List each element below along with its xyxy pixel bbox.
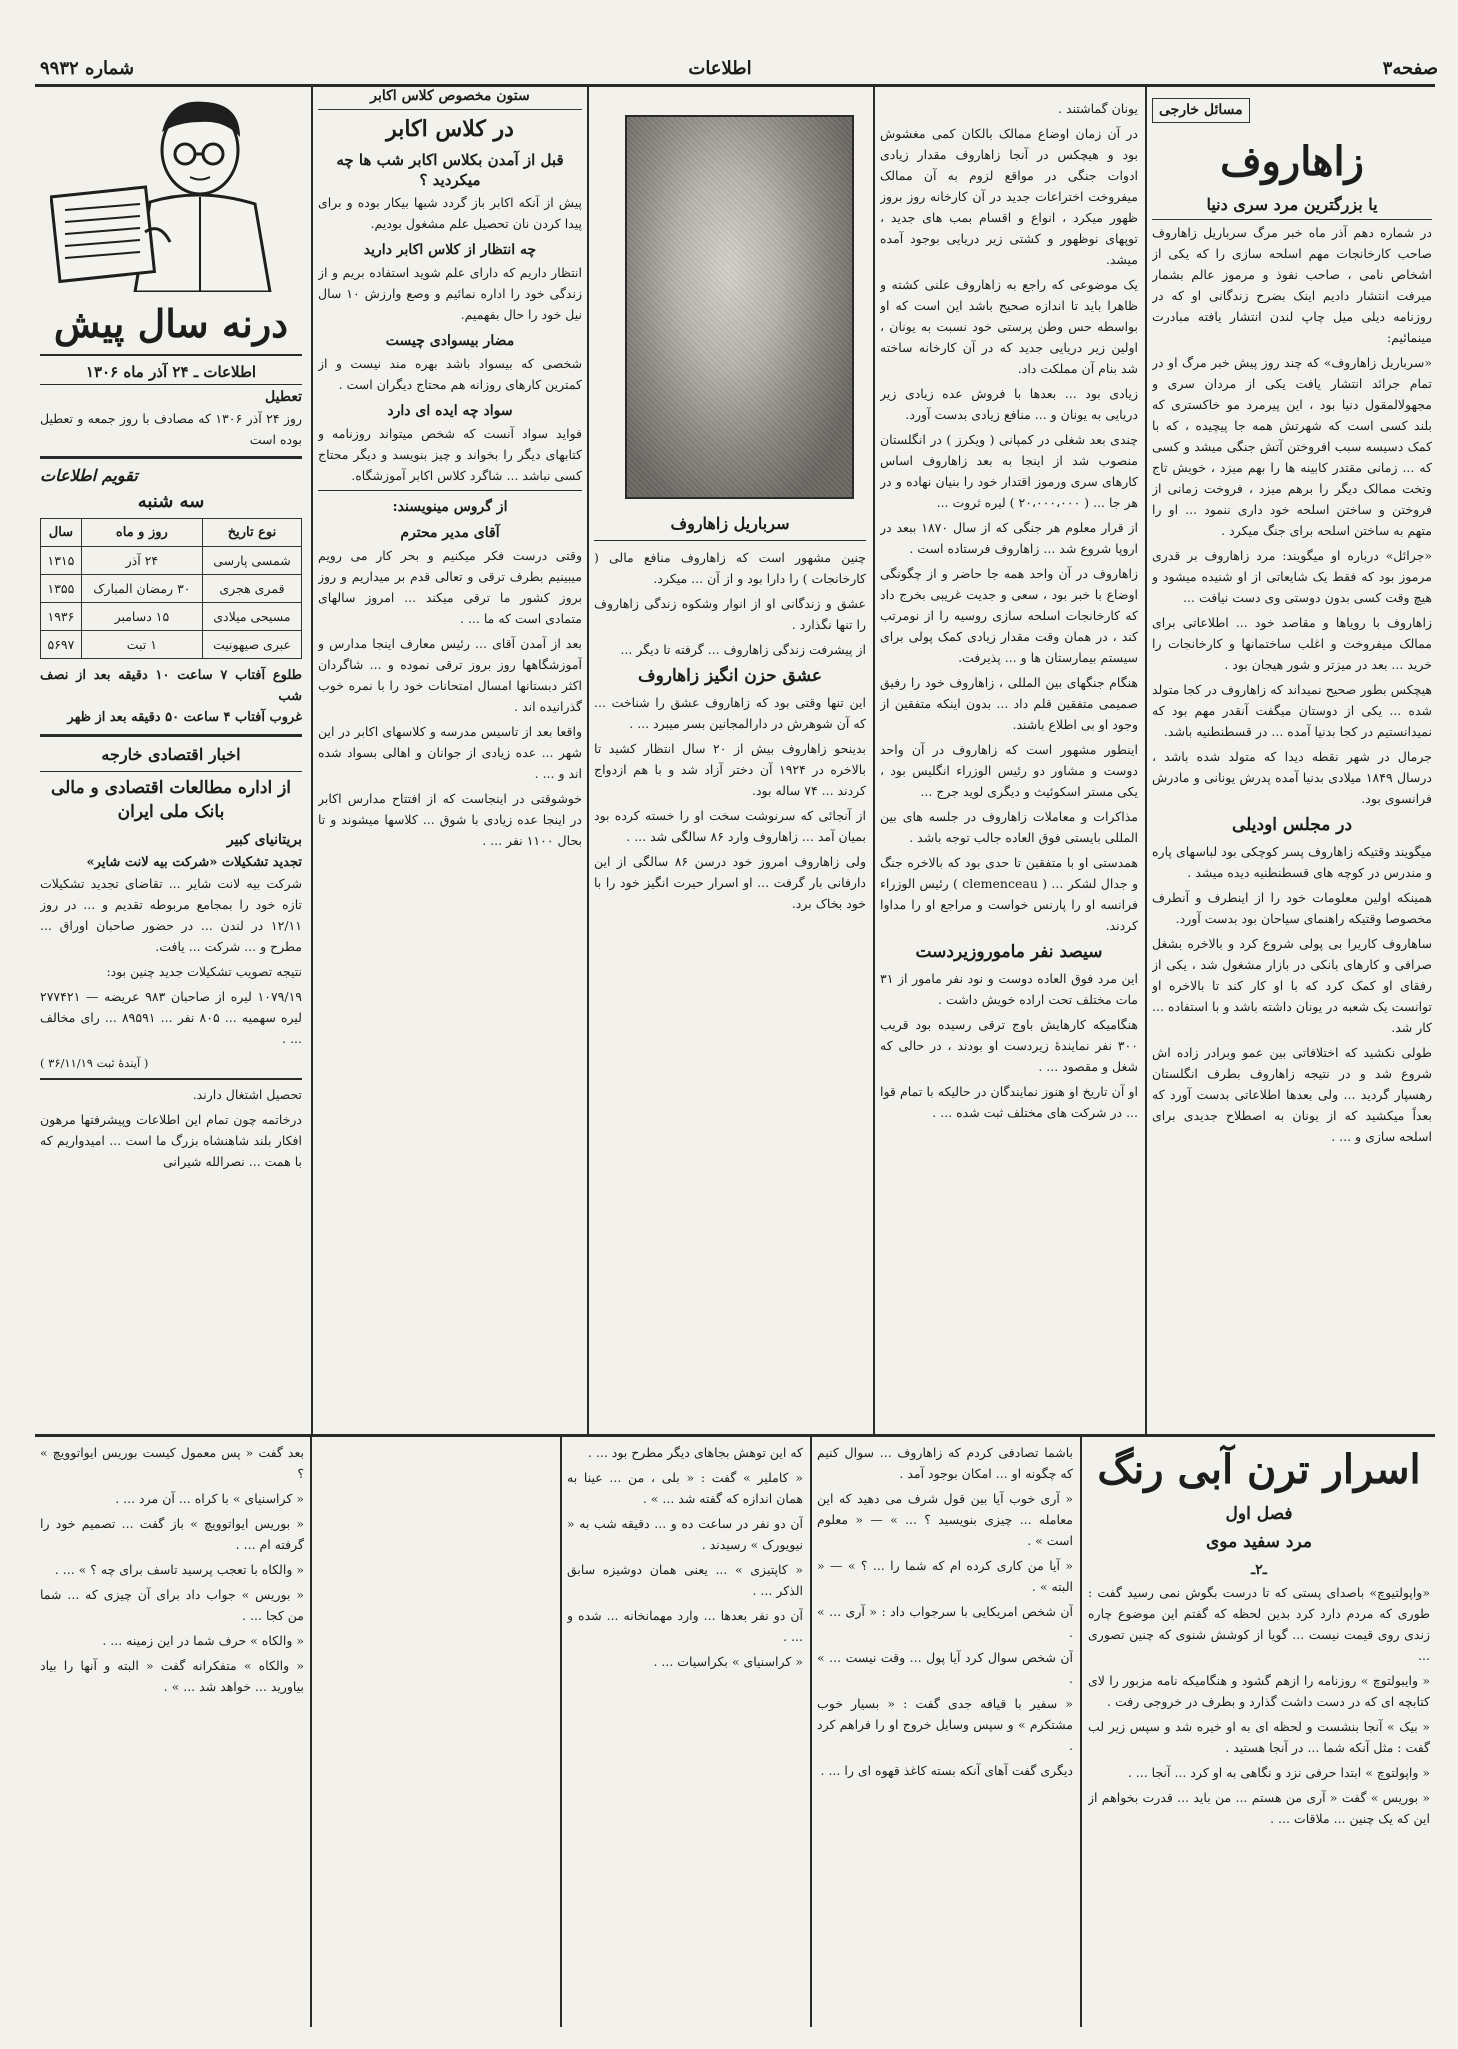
paragraph: چنین مشهور است که زاهاروف منافع مالی ( کارخانجات ) را دارا بود و از آن ... میکرد. [594, 550, 866, 586]
paragraph: یک موضوعی که راجع به زاهاروف علنی کشته و ظاهرا باید تا اندازه صحیح باشد این است که او بواسطه حس وطن پرستی خود نسبت به یونان ، اولین زیر دریایی جدید که در آن کارخانه ساخته شد بنام آن مملکت داد. [880, 277, 1138, 376]
section-rule [35, 1434, 1435, 1437]
story-column-2 [817, 1442, 1073, 2027]
paragraph: هنگام جنگهای بین المللی ، زاهاروف خود را رفیق صمیمی متفقین قلم داد ... بدون اینکه متفقین از وجود او بی اطلاع باشند. [880, 675, 1138, 732]
article-title: زاهاروف [1220, 138, 1364, 185]
photo-caption: سرباریل زاهاروف [670, 514, 790, 533]
econ-subtitle: از اداره مطالعات اقتصادی و مالی بانک ملی ایران [50, 778, 292, 822]
calendar-cell: قمری هجری [202, 575, 301, 603]
paragraph: باشما تصادفی کردم که زاهاروف ... سوال کنیم که چگونه او ... امکان بوجود آمد . [817, 1445, 1073, 1481]
calendar-cell: ۲۴ آذر [81, 547, 202, 575]
section-tag: مسائل خارجی [1152, 98, 1250, 123]
paragraph: یونان گماشتند . [1058, 101, 1138, 116]
issue-number: شماره ۹۹۳۲ [40, 58, 135, 79]
calendar-cell: عبری صیهونیت [202, 631, 301, 659]
paragraph: هنگامیکه کارهایش باوج ترقی رسیده بود قریب ۳۰۰ نفر نمایندۀ زیردست او بودند ، در حالی که شغل و مقصود ... . [880, 1017, 1138, 1074]
paragraph: ولی زاهاروف امروز خود درسن ۸۶ سالگی از این دارفانی بار گرفت ... او اسرار حیرت انگیز خود را با خود بخاک برد. [594, 854, 866, 911]
sunset-time: غروب آفتاب ۴ ساعت ۵۰ دقیقه بعد از ظهر [67, 710, 302, 725]
column-rule [873, 84, 875, 1434]
paragraph: زاهاروف در آن واحد همه جا حاضر و از چگونگی اوضاع با خبر بود ، سعی و جدیت غریبی بخرج داد که کارخانجات اسلحه سازی روسیه را از نومرتب کند ، در همان وقت مقدار زیادی کمک پولی برای سیستم بیمارستان ها و ... پذیرفت. [880, 566, 1138, 665]
subheading: از گروس مینویسند: [392, 499, 508, 515]
paragraph: بدینحو زاهاروف بیش از ۲۰ سال انتظار کشید تا بالاخره در ۱۹۲۴ آن دختر آزاد شد و با هم ازدواج کردند ... ۷۴ ساله بود. [594, 741, 866, 798]
article-title: در کلاس اکابر [386, 116, 514, 142]
paragraph: پیش از آنکه اکابر باز گردد شبها بیکار بوده و برای پیدا کردن نان تحصیل علم مشغول بودیم. [318, 195, 582, 231]
subheading: سواد چه ایده ای دارد [387, 403, 513, 419]
calendar-cell: ۱ تبت [81, 631, 202, 659]
calendar-title: تقویم اطلاعات [40, 466, 138, 485]
paragraph: میگویند وقتیکه زاهاروف پسر کوچکی بود لباسهای پاره و مندرس در کوچه های قسطنطنیه دیده میشد . [1152, 844, 1432, 880]
retro-title: درنه سال پیش [53, 301, 289, 346]
paragraph: «سرباریل زاهاروف» که چند روز پیش خبر مرگ او در تمام جرائد انتشار یافت یکی از مردان سری و مجهولالمقول دنیا بود ، این پیرمرد مو خاکستری که بلند کسی است که شهرتش همه جا پیچیده ، که با کمک دسیسه سبب افروختن آتش جنگی میشد و کسی که ... زمانی مقتدر کابینه ها را بهم میزد ، خویش تاج وتخت ممالک دیگر را برهم میزد ، فروخت زمانی از فروختن و ساختن اسلحه خود داری ننمود ... او را متهم به ساختن اسلحه برای جنگ میکرد . [1152, 355, 1432, 538]
story-column-3 [567, 1442, 803, 2027]
paragraph: «واپولتیوچ» باصدای پستی که تا درست بگوش نمی رسید گفت : طوری که مردم دارد کرد بدین لحظه که گفتم این موضوع چاره زندی روی قیمت نیست ... گویا از کوشش شنوی که چنین تصوری ... [1088, 1585, 1430, 1663]
paragraph: واقعا بعد از تاسیس مدرسه و کلاسهای اکابر در این شهر ... عده زیادی از جوانان و اهالی بسواد شده اند و ... . [318, 724, 582, 781]
registry-note: ( آیندۀ ثبت ۳۶/۱۱/۱۹ ) [40, 1056, 149, 1070]
calendar-header: نوع تاریخ [202, 519, 301, 547]
subheading: در مجلس اودیلی [1231, 815, 1353, 835]
page-number: صفحه۳ [1382, 58, 1438, 79]
paragraph: « والکاه با تعجب پرسید تاسف برای چه ؟ » ... . [54, 1562, 304, 1577]
paragraph: آن دو نفر بعدها ... وارد مهمانخانه ... شده و ... . [567, 1608, 803, 1644]
paragraph: فواید سواد آنست که شخص میتواند روزنامه و کتابهای دیگر را بخواند و چیز بنویسد و دیگر محتاج کسی نباشد ... شاگرد کلاس اکابر آموزشگاه. [318, 426, 582, 483]
paragraph: زاهاروف با رویاها و مقاصد خود ... اطلاعاتی برای ممالک میفروخت و اغلب ساختمانها و کارخانجات را خرید ... بعد در میزتر و شور هیجان بود . [1152, 615, 1432, 672]
subheading: مضار بیسوادی چیست [385, 333, 515, 349]
paragraph: « بوریس » گفت « آری من هستم ... من باید ... قدرت بخواهم از این که یک چنین ... ملاقات ... . [1088, 1790, 1430, 1826]
zaharoff-continuation-column [880, 98, 1138, 1428]
calendar-cell: ۱۹۳۶ [41, 603, 82, 631]
column-rule [310, 1437, 312, 2027]
article-subtitle: قبل از آمدن بکلاس اکابر شب ها چه میکردید ؟ [336, 151, 564, 189]
paragraph: « والکاه » متفکرانه گفت « البته و آنها را بیاد بیاورید ... خواهد شد ... » . [40, 1658, 304, 1694]
company-heading: تجدید تشکیلات «شرکت بیه لانت شایر» [86, 855, 302, 870]
paragraph: درخاتمه چون تمام این اطلاعات وپیشرفتها مرهون افکار بلند شاهنشاه بزرگ ما است ... امیدواریم که با همت ... نصرالله شیرانی [40, 1112, 302, 1169]
weekday: سه شنبه [137, 491, 205, 512]
table-row [41, 603, 302, 631]
portrait-photo [625, 115, 854, 499]
paragraph: بعد گفت « پس معمول کیست بوریس ایواتوویچ » ؟ [40, 1445, 304, 1481]
paragraph: « بوریس » جواب داد برای آن چیزی که ... شما من کجا ... . [40, 1587, 304, 1623]
paragraph: وقتی درست فکر میکنیم و بحر کار می رویم میبینیم بطرف ترقی و تعالی قدم بر میداریم و روز بروز کشور ما ترقی میکند ... امروز سالهای متمادی است که ما ... . [318, 548, 582, 626]
header-rule [35, 84, 1435, 87]
paragraph: در شماره دهم آذر ماه خبر مرگ سرباریل زاهاروف صاحب کارخانجات مهم اسلحه سازی را که یکی از اشخاص نامی ، صاحب نفوذ و مرموز عالم بشمار میرفت انتشار دادیم اینک بضرح زندگانی او که در روزنامه دیلی میل چاپ لندن انتشار یافته مبادرت مینمائیم: [1152, 225, 1432, 345]
paragraph: شخصی که بیسواد باشد بهره مند نیست و از کمترین کارهای روزانه هم محتاج دیگران است . [318, 356, 582, 392]
column-rule [587, 84, 589, 1434]
table-row [41, 575, 302, 603]
calendar-header: سال [41, 519, 82, 547]
calendar-cell: ۱۵ دسامبر [81, 603, 202, 631]
paragraph: ۱۰۷۹/۱۹ لیره از صاحبان ۹۸۳ عریضه — ۲۷۷۴۲۱ لیره سهمیه ... ۸۰۵ نفر ... ۸۹۵۹۱ ... رای مخالف ... . [40, 989, 302, 1046]
holiday-title: تعطیل [265, 389, 302, 405]
paragraph: در آن زمان اوضاع ممالک بالکان کمی مغشوش بود و هیچکس در آنجا زاهاروف مقدار زیادی ادوات جنگی در مواقع لزوم به آن ممالک میفروخت اختراعات جدید در آن کارخانه روز بروز ظهور میکرد ، انواع و اقسام بمب های جدید ، توپهای نوظهور و کشتی زیر دریایی بوجود آمده میشد. [880, 126, 1138, 267]
paragraph: زیادی بود ... بعدها با فروش عده زیادی زیر دریایی به یونان و ... منافع زیادی بدست آورد. [880, 386, 1138, 422]
story-column-4 [40, 1442, 304, 2027]
photo-column [594, 508, 866, 1428]
table-row [41, 547, 302, 575]
paragraph: طولی نکشید که اختلافاتی بین عمو وبرادر زاده اش شروع شد و در نتیجه زاهاروف بطرف انگلستان رهسپار گردید ... ولی بعدها اطلاعاتی بدست آورد که بعداً میکشید که از یونان به اصطلاح جدیدی برای اسلحه سازی و ... . [1152, 1045, 1432, 1144]
table-row [41, 631, 302, 659]
holiday-text: روز ۲۴ آذر ۱۳۰۶ که مصادف با روز جمعه و تعطیل بوده است [40, 411, 302, 447]
paragraph: « بیک » آنجا بنشست و لحظه ای به او خیره شد و سپس زیر لب گفت : مثل آنکه شما ... در آنجا هستید . [1088, 1719, 1430, 1755]
paragraph: « آیا من کاری کرده ام که شما را ... ؟ » — « البته » . [817, 1558, 1073, 1594]
paragraph: « والکاه » حرف شما در این زمینه ... . [102, 1633, 304, 1648]
paragraph: از پیشرفت زندگی زاهاروف ... گرفته تا دیگر ... [620, 642, 866, 657]
paragraph: آن دو نفر در ساعت ده و ... دقیقه شب به « نیویورک » رسیدند . [567, 1516, 803, 1552]
paragraph: بعد از آمدن آقای ... رئیس معارف اینجا مدارس و آموزشگاهها روز بروز ترقی نموده و ... شاگردان اکثر دبستانها امسال امتحانات خود را با نمره خوب گذرانیده اند . [318, 636, 582, 714]
paragraph: « وایبولتوچ » روزنامه را ازهم گشود و هنگامیکه نامه مزبور را لای کتابچه ای که در دست داشت گذارد و بطرف در خروجی رفت . [1088, 1673, 1430, 1709]
adult-class-column [318, 86, 582, 1428]
paragraph: « سفیر با قیافه جدی گفت : « بسیار خوب مشتکرم » و سپس وسایل خروج او را فراهم کرد . [817, 1696, 1073, 1753]
story-column-1 [1088, 1442, 1430, 2027]
paragraph: خوشوقتی در اینجاست که از افتتاح مدارس اکابر در اینجا عده زیادی با شوق ... کلاسها میشوند و تا بحال ۱۱۰۰ نفر ... . [318, 791, 582, 848]
paragraph: « کاپتیزی » ... یعنی همان دوشیزه سابق الذکر ... . [567, 1562, 803, 1598]
paragraph: « واپولتوچ » ابتدا حرفی نزد و نگاهی به او کرد ... آنجا ... . [1127, 1765, 1430, 1780]
calendar-cell: ۱۳۵۵ [41, 575, 82, 603]
paragraph: چندی بعد شغلی در کمپانی ( ویکرز ) در انگلستان منصوب شد از اینجا به بعد زاهاروف اساس کارهای سری ورموز اقتدار خود را بنیان نهاده و در هر جا ... ( ۲۰،۰۰۰،۰۰۰ ) لیره ثروت ... [880, 432, 1138, 510]
column-rule [1145, 84, 1147, 1434]
subheading: چه انتظار از کلاس اکابر دارید [363, 242, 537, 258]
paragraph: « کراسنیای » بکراسیات ... . [653, 1654, 803, 1669]
paragraph: از آنجائی که سرنوشت سخت او را خسته کرده بود بمیان آمد ... زاهاروف وارد ۸۶ سالگی شد ... . [594, 808, 866, 844]
calendar-cell: شمسی پارسی [202, 547, 301, 575]
paragraph: آن شخص امریکایی با سرجواب داد : « آری ... » . [817, 1604, 1073, 1640]
paragraph: که این توهش بجاهای دیگر مطرح بود ... . [587, 1445, 803, 1460]
paragraph: این تنها وقتی بود که زاهاروف عشق را شناخت ... که آن شوهرش در دارالمجانین بسر میبرد ... . [594, 695, 866, 731]
calendar-cell: ۳۰ رمضان المبارک [81, 575, 202, 603]
subheading: آقای مدیر محترم [400, 525, 500, 541]
paragraph: ساهاروف کاریرا بی پولی شروع کرد و بالاخره بشغل صرافی و کارهای بانکی در بازار مشغول شد ، یکی از رفقای او کمک کرد که با او کار کند تا بالاخره او توانست یک شعبه در یونان داشته باشد و با استفاده ... کار شد. [1152, 936, 1432, 1035]
foreign-affairs-column [1152, 98, 1432, 1428]
subheading: سیصد نفر ماموروزیردست [915, 942, 1103, 962]
paragraph: « کراسنیای » با کراه ... آن مرد ... . [115, 1491, 304, 1506]
calendar-cell: مسیحی میلادی [202, 603, 301, 631]
article-subtitle: یا بزرگترین مرد سری دنیا [1152, 195, 1432, 220]
paragraph: « بوریس ایواتوویچ » باز گفت ... تصمیم خود را گرفته ام ... . [40, 1516, 304, 1552]
column-rule [311, 84, 313, 1434]
paragraph: نتیجه تصویب تشکیلات جدید چنین بود: [106, 964, 302, 979]
country-heading: بریتانیای کبیر [226, 832, 302, 848]
column-rule [1080, 1437, 1082, 2027]
retro-date: اطلاعات ـ ۲۴ آذر ماه ۱۳۰۶ [85, 363, 257, 381]
calendar-table [40, 518, 302, 659]
paragraph: مذاکرات و معاملات زاهاروف در جلسه های بین المللی بایستی فوق العاده جالب توجه باشد . [880, 809, 1138, 845]
paragraph: از قرار معلوم هر جنگی که از سال ۱۸۷۰ ببعد در اروپا شروع شد ... زاهاروف فرستاده است . [880, 520, 1138, 556]
paragraph: اینطور مشهور است که زاهاروف در آن واحد دوست و مشاور دو رئیس الوزراء انگلیس بود ، یکی مستر اسکوئیث و دیگری لوید جرج ... [880, 742, 1138, 799]
story-chapter: فصل اول [1225, 1504, 1293, 1524]
story-part-number: ـ۲ـ [1251, 1562, 1267, 1578]
subheading: عشق حزن انگیز زاهاروف [637, 666, 823, 686]
paragraph: آن شخص سوال کرد آیا پول ... وقت نیست ... » . [817, 1650, 1073, 1686]
cartoon-reader-illustration [50, 92, 290, 292]
paragraph: همدستی او با متفقین تا حدی بود که بالاخره جنگ و جدال لشکر ... ( clemenceau ) رئیس الوزراء فرانسه او را پارنس خواست و مراجع او را مداوا کردند. [880, 855, 1138, 933]
paragraph: انتظار داریم که دارای علم شوید استفاده بریم و از زندگی خود را اداره نمائیم و وصع وارزش ۱۰ سال نیل خود را حال بفهمیم. [318, 265, 582, 322]
paragraph: «جرائل» درباره او میگویند: مرد زاهاروف بر قدری مرموز بود که فقط یک شایعاتی از او شنیده میشود و هیچ وقت کسی بدون دوستی وی دست نیافت ... [1152, 548, 1432, 605]
story-chapter-sub: مرد سفید موی [1206, 1532, 1312, 1552]
paragraph: این مرد فوق العاده دوست و نود نفر مامور از ۳۱ مات مختلف تحت اراده خویش داشت . [880, 971, 1138, 1007]
calendar-header: روز و ماه [81, 519, 202, 547]
calendar-cell: ۵۶۹۷ [41, 631, 82, 659]
column-rule [810, 1437, 812, 2027]
paragraph: هیچکس بطور صحیح نمیداند که زاهاروف در کجا متولد شده ... یکی از دوستان میگفت آنقدر مهم بود که نمیدانستیم در کجا بدنیا آمده ... در قسطنطنیه باشد. [1152, 682, 1432, 739]
paragraph: او آن تاریخ او هنوز نمایندگان در حالیکه با تمام قوا ... در شرکت های مختلف ثبت شده ... . [880, 1084, 1138, 1120]
section-title: ستون مخصوص کلاس اکابر [318, 86, 582, 110]
paragraph: شرکت بیه لانت شایر ... تقاضای تجدید تشکیلات تازه خود را بمجامع مربوطه تقدیم و ... در روز ۱۲/۱۱ در لندن ... در حضور صاحبان اوراق ... مطرح و ... شرکت ... یافت. [40, 876, 302, 954]
paragraph: « آری خوب آیا بین قول شرف می دهید که این معامله ... چیزی بنویسید ؟ ... » — « معلوم است » . [817, 1491, 1073, 1548]
sunrise-time: طلوع آفتاب ۷ ساعت ۱۰ دقیقه بعد از نصف شب [40, 668, 302, 704]
story-title: اسرار ترن آبی رنگ [1097, 1446, 1421, 1493]
paragraph: جرمال در شهر نقطه دیدا که متولد شده باشد ، درسال ۱۸۴۹ میلادی بدنیا آمده پدرش یونانی و مادرش فرانسوی بود. [1152, 749, 1432, 806]
econ-title: اخبار اقتصادی خارجه [101, 745, 241, 764]
paragraph: دیگری گفت آهای آنکه بسته کاغذ قهوه ای را ... . [820, 1763, 1073, 1778]
paragraph: تحصیل اشتغال دارند. [192, 1087, 302, 1102]
column-rule [560, 1437, 562, 2027]
calendar-cell: ۱۳۱۵ [41, 547, 82, 575]
paragraph: عشق و زندگانی او از انوار وشکوه زندگی زاهاروف را تنها نگذارد . [594, 596, 866, 632]
masthead-name: اطلاعات [688, 58, 752, 79]
left-column [40, 298, 302, 1428]
paragraph: همینکه اولین معلومات خود را از اینطرف و آنطرف مخصوصا وقتیکه راهنمای سیاحان بود بدست آورد. [1152, 890, 1432, 926]
paragraph: « کاملیر » گفت : « بلی ، من ... عینا به همان اندازه که گفته شد ... » . [567, 1470, 803, 1506]
